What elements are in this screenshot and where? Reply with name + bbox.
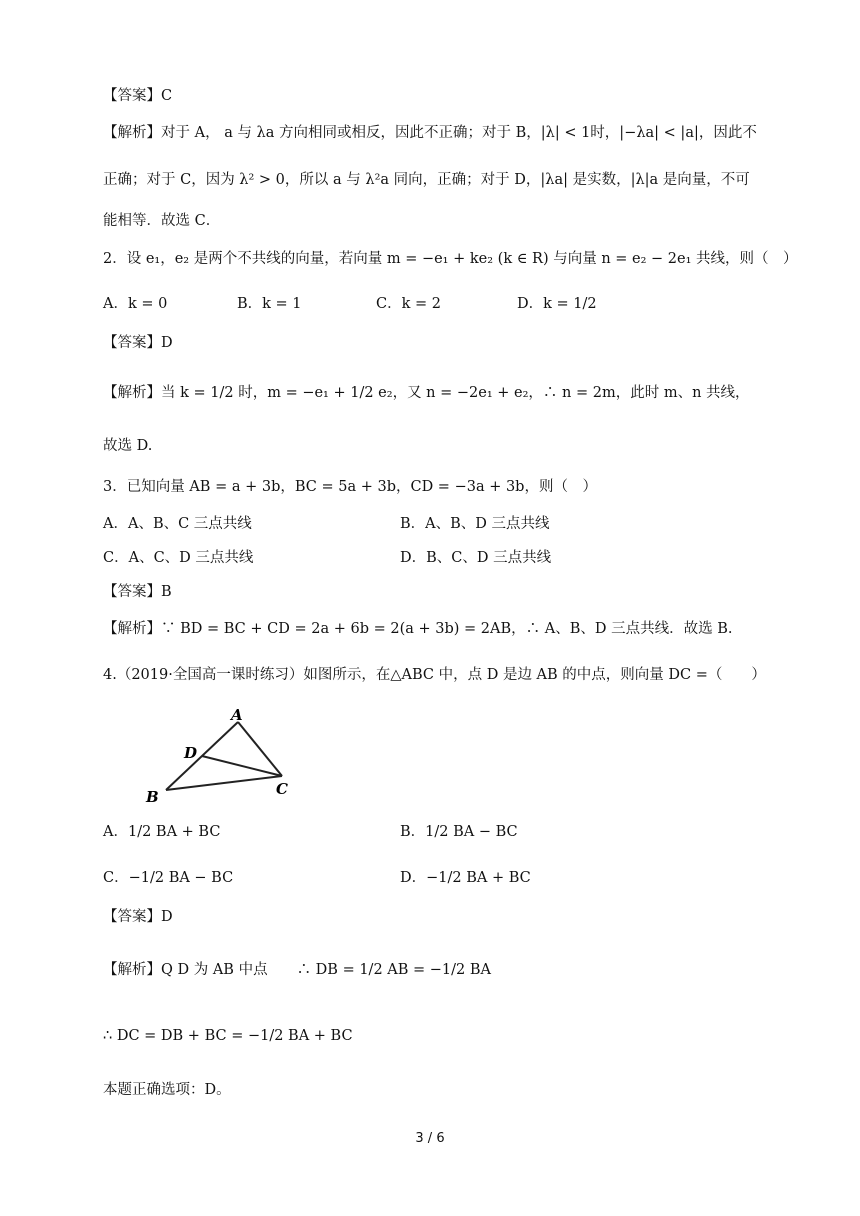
q3-answer: 【答案】B xyxy=(103,584,172,600)
q2-stem: 2．设 e₁，e₂ 是两个不共线的向量，若向量 m = −e₁ + ke₂ (k ∈ R) 与向量 n = e₂ − 2e₁ 共线，则（ ） xyxy=(103,251,798,267)
q2-option-c: C．k = 2 xyxy=(376,296,441,312)
q4-analysis-line-2: ∴ DC = DB + BC = −1/2 BA + BC xyxy=(103,1028,353,1044)
q3-option-b: B．A、B、D 三点共线 xyxy=(400,516,550,532)
q4-option-c: C．−1/2 BA − BC xyxy=(103,870,234,886)
q4-conclusion: 本题正确选项：D。 xyxy=(103,1082,231,1098)
q3-stem: 3．已知向量 AB = a + 3b，BC = 5a + 3b，CD = −3a + 3b，则（ ） xyxy=(103,479,597,495)
q4-option-a: A．1/2 BA + BC xyxy=(103,824,221,840)
vertex-label-c: C xyxy=(276,780,288,798)
q1-answer: 【答案】C xyxy=(103,88,173,104)
q4-option-b: B．1/2 BA − BC xyxy=(400,824,518,840)
q1-analysis-line-1: 【解析】对于 A， a 与 λa 方向相同或相反，因此不正确；对于 B，|λ| < 1时，|−λa| < |a|，因此不 xyxy=(103,125,757,141)
q3-option-a: A．A、B、C 三点共线 xyxy=(103,516,252,532)
vertex-label-b: B xyxy=(146,788,159,806)
q3-option-d: D．B、C、D 三点共线 xyxy=(400,550,552,566)
q4-analysis-line-1: 【解析】Q D 为 AB 中点 ∴ DB = 1/2 AB = −1/2 BA xyxy=(103,962,491,978)
q4-answer: 【答案】D xyxy=(103,909,173,925)
triangle-figure xyxy=(130,700,310,812)
vertex-label-a: A xyxy=(231,706,243,724)
q4-stem: 4.（2019·全国高一课时练习）如图所示，在△ABC 中，点 D 是边 AB 的中点，则向量 DC =（ ） xyxy=(103,667,766,683)
q1-analysis-line-3: 能相等．故选 C． xyxy=(103,213,221,229)
q2-option-d: D．k = 1/2 xyxy=(517,296,597,312)
q3-analysis: 【解析】∵ BD = BC + CD = 2a + 6b = 2(a + 3b) = 2AB，∴ A、B、D 三点共线．故选 B. xyxy=(103,621,733,637)
q4-option-d: D．−1/2 BA + BC xyxy=(400,870,531,886)
q2-analysis-line-1: 【解析】当 k = 1/2 时，m = −e₁ + 1/2 e₂，又 n = −2e₁ + e₂，∴ n = 2m，此时 m、n 共线， xyxy=(103,385,750,401)
q2-option-b: B．k = 1 xyxy=(237,296,302,312)
q2-analysis-line-2: 故选 D. xyxy=(103,438,153,454)
q1-analysis-line-2: 正确；对于 C，因为 λ² > 0，所以 a 与 λ²a 同向，正确；对于 D，|λa| 是实数，|λ|a 是向量，不可 xyxy=(103,172,750,188)
q2-option-a: A．k = 0 xyxy=(103,296,168,312)
page-number: 3 / 6 xyxy=(415,1131,445,1146)
vertex-label-d: D xyxy=(184,744,198,762)
q3-option-c: C．A、C、D 三点共线 xyxy=(103,550,254,566)
q2-answer: 【答案】D xyxy=(103,335,173,351)
